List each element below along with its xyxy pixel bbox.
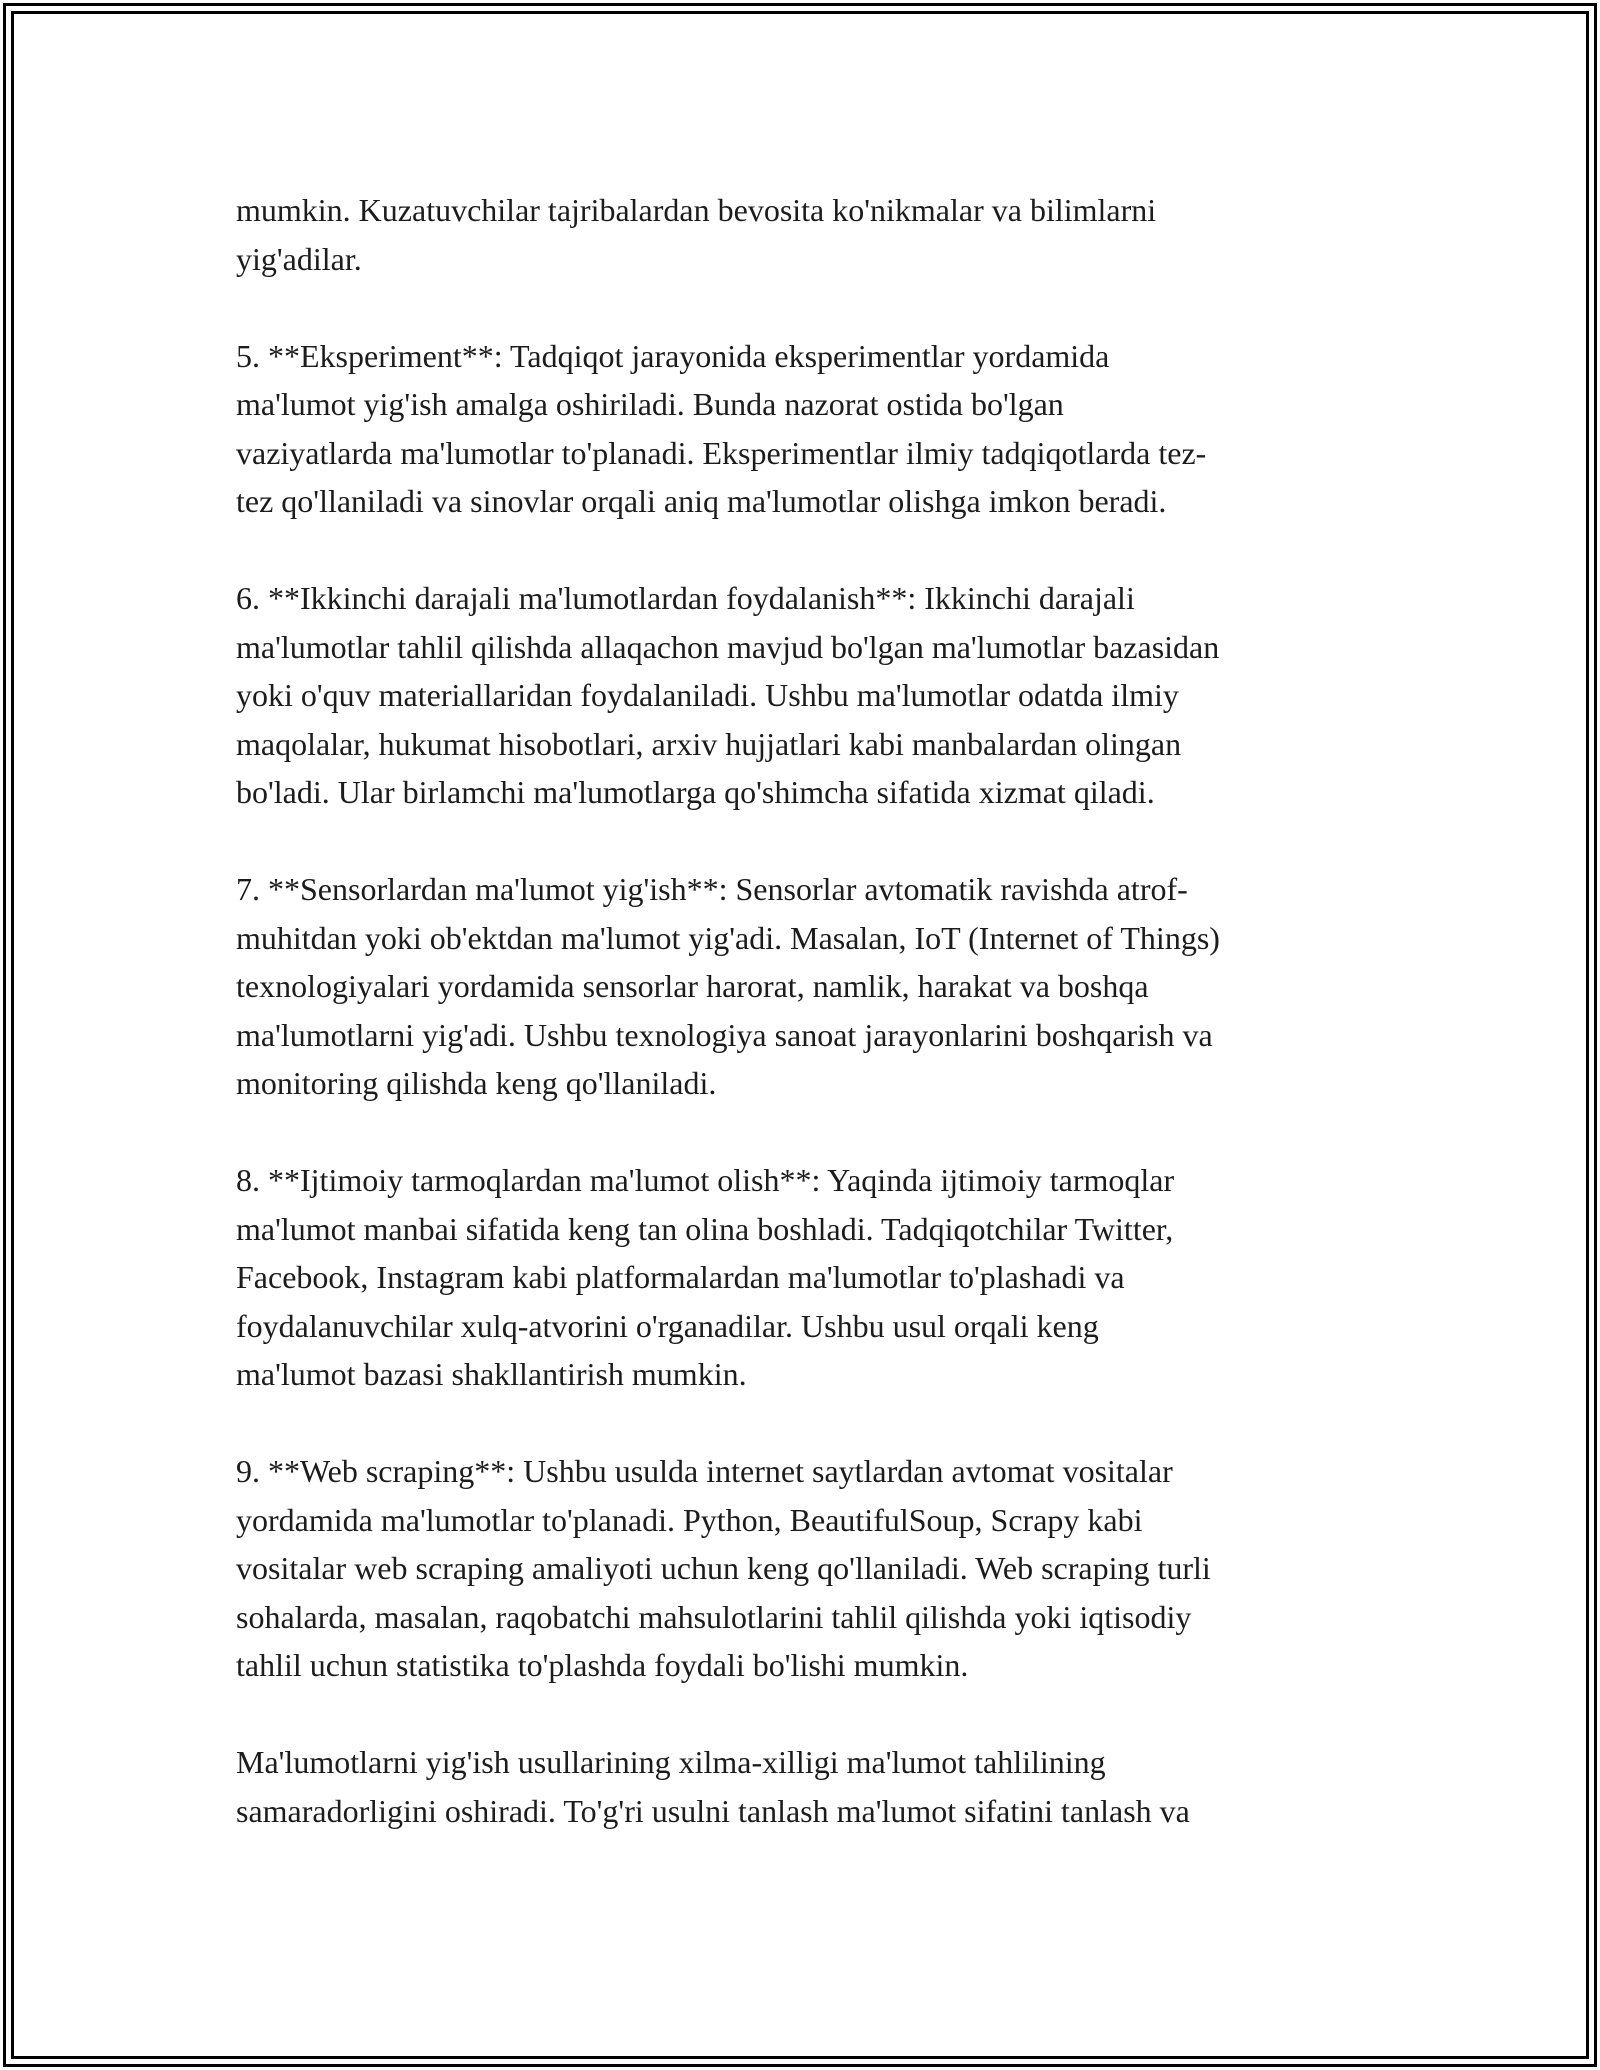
text-line: ma'lumot manbai sifatida keng tan olina boshladi. Tadqiqotchilar Twitter, [236,1210,1174,1247]
text-line: yoki o'quv materiallaridan foydalaniladi. Ushbu ma'lumotlar odatda ilmiy [236,677,1179,713]
text-line: Ma'lumotlarni yig'ish usullarining xilma-xilligi ma'lumot tahlilining [236,1744,1106,1780]
text-line: mumkin. Kuzatuvchilar tajribalardan bevosita ko'nikmalar va bilimlarni [236,192,1157,228]
text-line: maqolalar, hukumat hisobotlari, arxiv hujjatlari kabi manbalardan olingan [236,725,1182,762]
text-line: ma'lumotlar tahlil qilishda allaqachon mavjud bo'lgan ma'lumotlar bazasidan [236,628,1220,665]
text-line: 7. **Sensorlardan ma'lumot yig'ish**: Sensorlar avtomatik ravishda atrof- [236,871,1188,907]
text-line: vositalar web scraping amaliyoti uchun keng qo'llaniladi. Web scraping turli [236,1550,1211,1586]
text-line: texnologiyalari yordamida sensorlar harorat, namlik, harakat va boshqa [236,968,1149,1004]
text-line: 9. **Web scraping**: Ushbu usulda internet saytlardan avtomat vositalar [236,1453,1173,1489]
paragraph-web-scraping [236,1447,1366,1690]
document-body [236,186,1366,1835]
text-line: Facebook, Instagram kabi platformalardan ma'lumotlar to'plashadi va [236,1259,1125,1295]
paragraph-conclusion [236,1738,1366,1835]
text-line: yig'adilar. [236,240,362,277]
text-line: 8. **Ijtimoiy tarmoqlardan ma'lumot olish**: Yaqinda ijtimoiy tarmoqlar [236,1162,1175,1198]
text-line: foydalanuvchilar xulq-atvorini o'rganadilar. Ushbu usul orqali keng [236,1307,1099,1344]
text-line: 6. **Ikkinchi darajali ma'lumotlardan foydalanish**: Ikkinchi darajali [236,580,1135,616]
text-line: bo'ladi. Ular birlamchi ma'lumotlarga qo'shimcha sifatida xizmat qiladi. [236,774,1155,810]
paragraph-sensorlar [236,865,1366,1108]
paragraph-continuation [236,186,1366,283]
text-line: vaziyatlarda ma'lumotlar to'planadi. Eksperimentlar ilmiy tadqiqotlarda tez- [236,434,1207,471]
text-line: ma'lumot yig'ish amalga oshiriladi. Bunda nazorat ostida bo'lgan [236,386,1064,422]
paragraph-eksperiment [236,332,1366,526]
text-line: yordamida ma'lumotlar to'planadi. Python, BeautifulSoup, Scrapy kabi [236,1501,1143,1538]
text-line: monitoring qilishda keng qo'llaniladi. [236,1065,717,1101]
text-line: tahlil uchun statistika to'plashda foydali bo'lishi mumkin. [236,1647,969,1683]
text-line: sohalarda, masalan, raqobatchi mahsulotlarini tahlil qilishda yoki iqtisodiy [236,1598,1192,1635]
text-line: 5. **Eksperiment**: Tadqiqot jarayonida eksperimentlar yordamida [236,337,1110,374]
paragraph-ijtimoiy-tarmoqlar [236,1156,1366,1399]
paragraph-ikkinchi-darajali [236,574,1366,817]
text-line: samaradorligini oshiradi. To'g'ri usulni tanlash ma'lumot sifatini tanlash va [236,1792,1190,1829]
text-line: ma'lumot bazasi shakllantirish mumkin. [236,1356,747,1392]
text-line: tez qo'llaniladi va sinovlar orqali aniq ma'lumotlar olishga imkon beradi. [236,483,1167,519]
text-line: muhitdan yoki ob'ektdan ma'lumot yig'adi. Masalan, IoT (Internet of Things) [236,919,1220,956]
text-line: ma'lumotlarni yig'adi. Ushbu texnologiya sanoat jarayonlarini boshqarish va [236,1016,1213,1053]
